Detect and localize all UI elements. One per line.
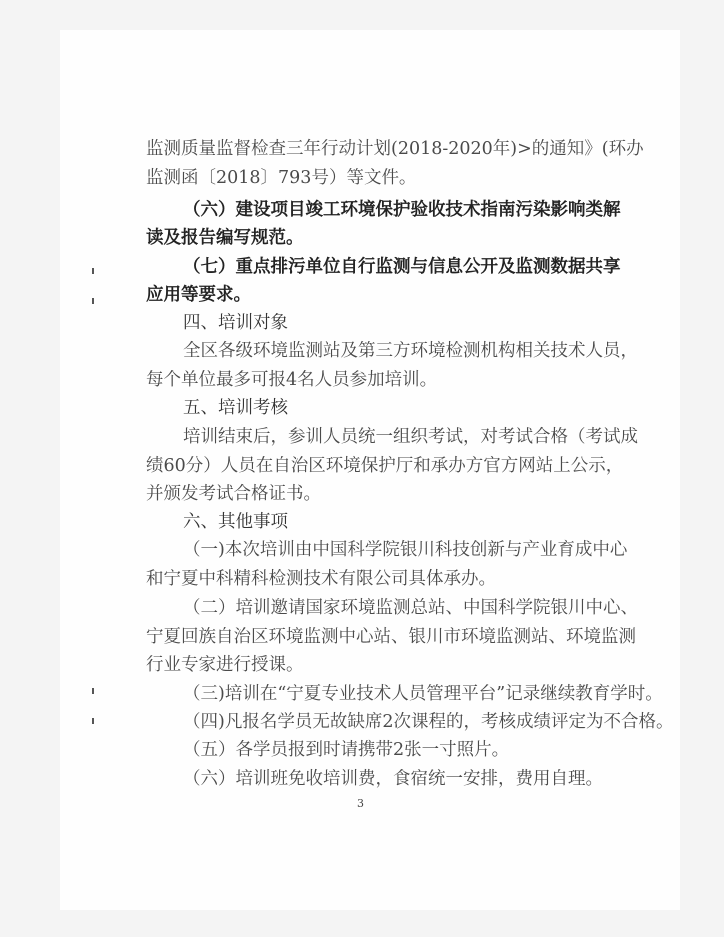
scan-mark	[92, 688, 94, 694]
list-item: （五）各学员报到时请携带2张一寸照片。	[183, 740, 510, 760]
list-item: （二）培训邀请国家环境监测总站、中国科学院银川中心、	[183, 598, 638, 618]
body-text-line: 绩60分）人员在自治区环境保护厅和承办方官方网站上公示，	[146, 456, 624, 476]
body-text-line: 培训结束后，参训人员统一组织考试，对考试合格（考试成	[183, 427, 638, 447]
list-item-cont: 和宁夏中科精科检测技术有限公司具体承办。	[146, 569, 496, 589]
list-item: （一)本次培训由中国科学院银川科技创新与产业育成中心	[183, 540, 628, 560]
list-item: （三)培训在“宁夏专业技术人员管理平台”记录继续教育学时。	[183, 684, 663, 704]
subheading-7-cont: 应用等要求。	[146, 285, 251, 305]
body-text-line: 监测函〔2018〕793号）等文件。	[146, 168, 417, 188]
scan-mark	[92, 718, 94, 724]
subheading-7: （七）重点排污单位自行监测与信息公开及监测数据共享	[183, 257, 621, 277]
body-text-line: 每个单位最多可报4名人员参加培训。	[146, 370, 438, 390]
scan-mark	[92, 298, 94, 304]
body-text-line: 全区各级环境监测站及第三方环境检测机构相关技术人员，	[183, 341, 638, 361]
subheading-6-cont: 读及报告编写规范。	[146, 228, 304, 248]
section-heading-assessment: 五、培训考核	[183, 398, 288, 418]
subheading-6: （六）建设项目竣工环境保护验收技术指南污染影响类解	[183, 200, 621, 220]
page-number: 3	[357, 797, 364, 810]
section-heading-other: 六、其他事项	[183, 512, 288, 532]
list-item: （四)凡报名学员无故缺席2次课程的，考核成绩评定为不合格。	[183, 712, 674, 732]
list-item-cont: 行业专家进行授课。	[146, 655, 304, 675]
list-item: （六）培训班免收培训费，食宿统一安排，费用自理。	[183, 769, 603, 789]
body-text-line: 并颁发考试合格证书。	[146, 484, 321, 504]
section-heading-trainees: 四、培训对象	[183, 313, 288, 333]
scan-mark	[92, 268, 94, 274]
list-item-cont: 宁夏回族自治区环境监测中心站、银川市环境监测站、环境监测	[146, 627, 636, 647]
body-text-line: 监测质量监督检查三年行动计划(2018-2020年)>的通知》(环办	[146, 139, 644, 159]
